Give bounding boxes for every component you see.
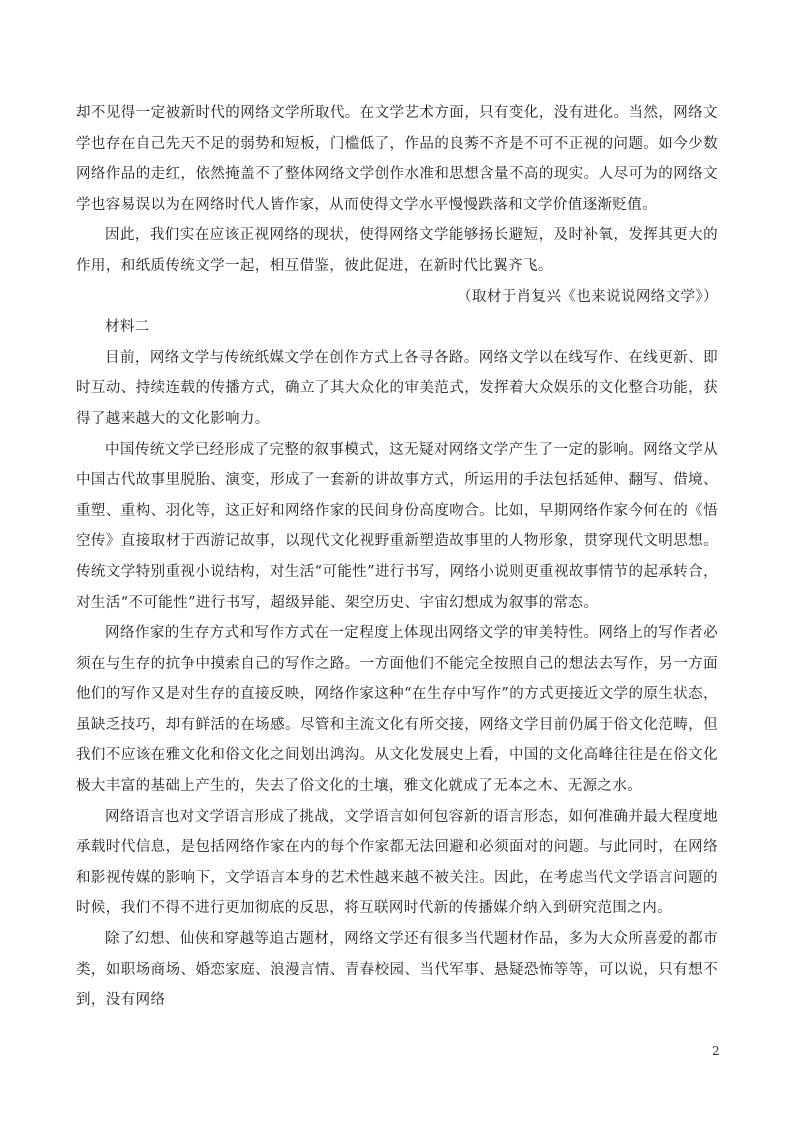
paragraph-conclusion: 因此，我们实在应该正视网络的现状，使得网络文学能够扬长避短，及时补氧，发挥其更大的作用，和纸质传统文学一起，相互借鉴，彼此促进，在新时代比翼齐飞。 — [76, 227, 718, 274]
paragraph-continuation: 却不见得一定被新时代的网络文学所取代。在文学艺术方面，只有变化，没有进化。当然，网络文学也存在自己先天不足的弱势和短板，门槛低了，作品的良莠不齐是不可不正视的问题。如今少数网络作品的走红，依然掩盖不了整体网络文学创作水准和思想含量不高的现实。人尽可为的网络文学也容易误以为在网络时代人皆作家，从而使得文学水平慢慢跌落和文学价值逐渐贬值。 — [76, 105, 718, 213]
paragraph: 中国传统文学已经形成了完整的叙事模式，这无疑对网络文学产生了一定的影响。网络文学从中国古代故事里脱胎、演变，形成了一套新的讲故事方式，所运用的手法包括延伸、翻写、借境、重塑、重构、羽化等，这正好和网络作家的民间身份高度吻合。比如，早期网络作家今何在的《悟空传》直接取材于西游记故事，以现代文化视野重新塑造故事里的人物形象，贯穿现代文明思想。传统文学特别重视小说结构，对生活“可能性”进行书写，网络小说则更重视故事情节的起承转合，对生活“不可能性”进行书写，超级异能、架空历史、宇宙幻想成为叙事的常态。 — [76, 441, 718, 611]
paragraph: 目前，网络文学与传统纸媒文学在创作方式上各寻各路。网络文学以在线写作、在线更新、即时互动、持续连载的传播方式，确立了其大众化的审美范式，发挥着大众娱乐的文化整合功能，获得了越来越大的文化影响力。 — [76, 349, 718, 427]
paragraph: 网络语言也对文学语言形成了挑战，文学语言如何包容新的语言形态，如何准确并最大程度地承载时代信息，是包括网络作家在内的每个作家都无法回避和必须面对的问题。与此同时，在网络和影视传媒的影响下，文学语言本身的艺术性越来越不被关注。因此，在考虑当代文学语言问题的时候，我们不得不进行更加彻底的反思，将互联网时代新的传播媒介纳入到研究范围之内。 — [76, 808, 718, 917]
paragraph: 除了幻想、仙侠和穿越等追古题材，网络文学还有很多当代题材作品，多为大众所喜爱的都市类，如职场商场、婚恋家庭、浪漫言情、青春校园、当代军事、悬疑恐怖等等，可以说，只有想不到，没有网络 — [76, 931, 718, 1009]
paragraph: 网络作家的生存方式和写作方式在一定程度上体现出网络文学的审美特性。网络上的写作者必须在与生存的抗争中摸索自己的写作之路。一方面他们不能完全按照自己的想法去写作，另一方面他们的写作又是对生存的直接反映，网络作家这种“在生存中写作”的方式更接近文学的原生状态，虽缺乏技巧，却有鲜活的在场感。尽管和主流文化有所交接，网络文学目前仍属于俗文化范畴，但我们不应该在雅文化和俗文化之间划出鸿沟。从文化发展史上看，中国的文化高峰往往是在俗文化极大丰富的基础上产生的，失去了俗文化的土壤，雅文化就成了无本之木、无源之水。 — [76, 625, 718, 795]
section-label: 材料二 — [105, 319, 150, 336]
page-number: 2 — [712, 1044, 720, 1058]
source-citation: （取材于肖复兴《也来说说网络文学》） — [457, 288, 718, 305]
document-body — [76, 98, 718, 1016]
